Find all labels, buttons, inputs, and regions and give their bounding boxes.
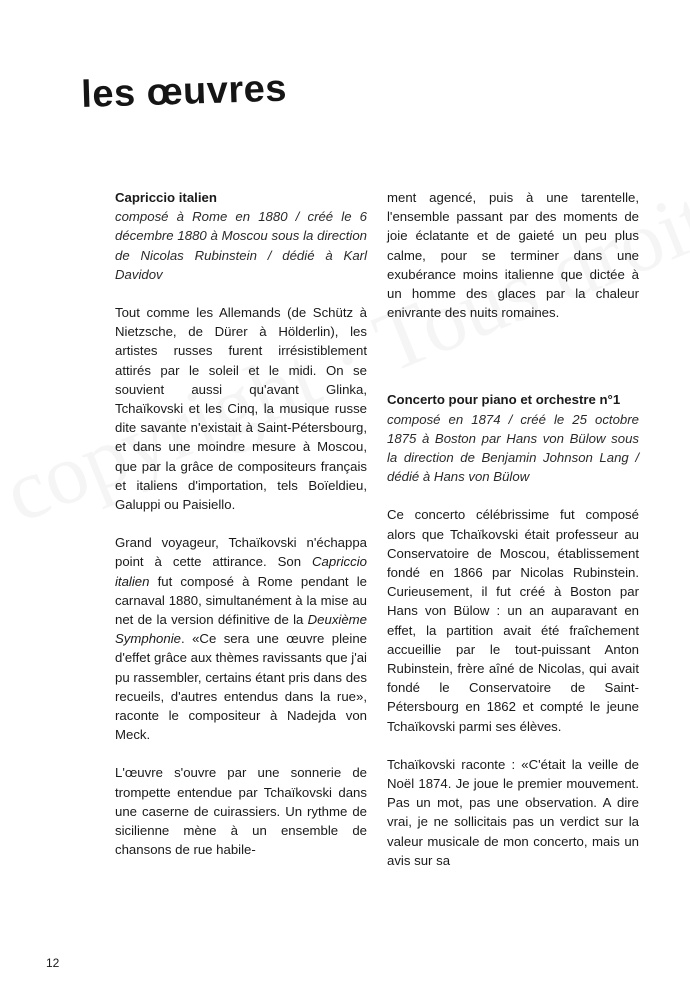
capriccio-paragraph-3 — [115, 763, 367, 859]
page-title: les œuvres — [80, 67, 288, 117]
capriccio-p2-text-b: fut composé à Rome pendant le carnaval 1880, simultanément à la mise au net de la version définitive de la — [115, 573, 367, 628]
symphony-title-reference: Deuxième Symphonie — [115, 612, 367, 647]
left-column — [115, 188, 367, 860]
capriccio-paragraph-2 — [115, 533, 367, 744]
concerto-paragraph-2: Tchaïkovski raconte : «C'était la veille de Noël 1874. Je joue le premier mouvement. Pas un mot, pas une observation. A dire vrai, je ne sollicitais pas un verdict sur la valeur musicale de mon concerto, mais un avis sur sa — [387, 756, 639, 868]
page-number: 12 — [46, 956, 60, 970]
capriccio-p3-right: ment agencé, puis à une tarentelle, l'ensemble passant par des moments de joie éclatante et de gaieté un peu plus calme, pour se terminer dans une exubérance moins italienne que dictée à un homme des glaces par la chaleur enivrante des nuits romaines. — [387, 190, 639, 321]
capriccio-title-reference: Capriccio italien — [115, 554, 367, 589]
concerto-title: Concerto pour piano et orchestre n°1 — [387, 392, 621, 408]
capriccio-credits: composé à Rome en 1880 / créé le 6 décembre 1880 à Moscou sous la direction de Nicolas Rubinstein / dédié à Karl Davidov — [115, 209, 367, 282]
concerto-paragraph-1: Ce concerto célébrissime fut composé alors que Tchaïkovski était professeur au Conservatoire de Moscou, établissement fondé en 1866 par Nicolas Rubinstein. Curieusement, il fut créé à Boston par Hans von Bülow : un an auparavant en effet, la partition avait été fraîchement accueillie par le tout-puissant Anton Rubinstein, frère aîné de Nicolas, qui avait fondé le Conservatoire de Saint-Pétersbourg en 1862 et compté le jeune Tchaïkovski parmi ses élèves. — [387, 507, 639, 734]
right-column — [387, 188, 639, 870]
capriccio-p3-left: L'œuvre s'ouvre par une sonnerie de trompette entendue par Tchaïkovski dans une caserne de cuirassiers. Un rythme de sicilienne mène à un ensemble de chansons de rue habile- — [115, 765, 367, 858]
capriccio-p2-text-c: . «Ce sera une œuvre pleine d'effet grâce aux thèmes ravissants que j'ai pu rassembler, certains étant pris dans des recueils, d'autres entendus dans la rue», raconte le compositeur à Nadejda von Meck. — [115, 631, 367, 743]
concerto-header — [387, 390, 639, 486]
concerto-credits: composé en 1874 / créé le 25 octobre 1875 à Boston par Hans von Bülow sous la direction de Benjamin Johnson Lang / dédié à Hans von Bülow — [387, 411, 639, 485]
capriccio-paragraph-3-continued — [387, 188, 639, 322]
capriccio-title: Capriccio italien — [115, 190, 217, 205]
capriccio-p2-text-a: Grand voyageur, Tchaïkovski n'échappa point à cette attirance. Son — [115, 535, 367, 570]
capriccio-header — [115, 188, 367, 284]
capriccio-paragraph-1: Tout comme les Allemands (de Schütz à Nietzsche, de Dürer à Hölderlin), les artistes russes furent irrésistiblement attirés par le soleil et le midi. On se souvient aussi qu'avant Glinka, Tchaïkovski et les Cinq, la musique russe dite savante n'existait à Saint-Pétersbourg, et dans une moindre mesure à Moscou, que par la grâce de compositeurs français et italiens d'importation, tels Boïeldieu, Galuppi ou Paisiello. — [115, 305, 367, 513]
